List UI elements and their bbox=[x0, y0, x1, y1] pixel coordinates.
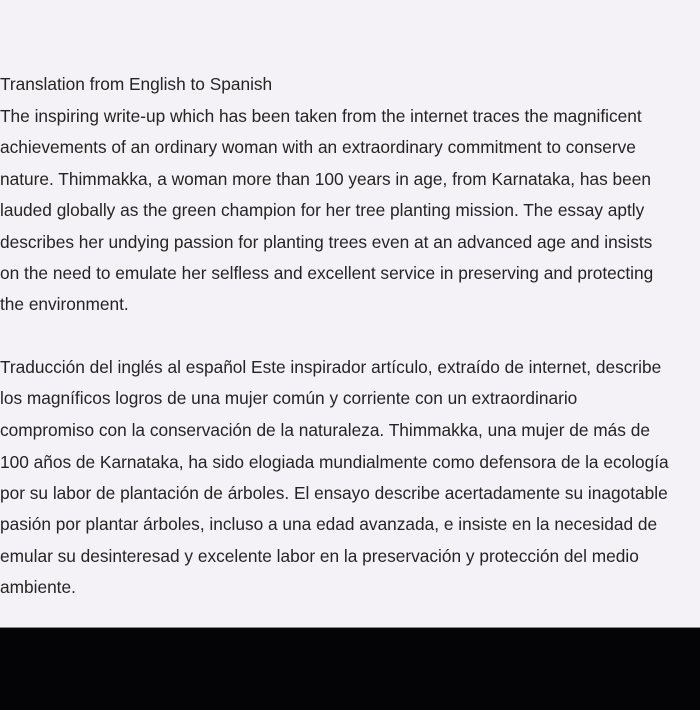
paragraph-line: on the need to emulate her selfless and excellent service in preserving and protecting bbox=[0, 263, 654, 283]
paragraph-line: The inspiring write-up which has been taken from the internet traces the magnificent bbox=[0, 106, 642, 126]
paragraph-line: nature. Thimmakka, a woman more than 100 years in age, from Karnataka, has been bbox=[0, 169, 651, 189]
paragraph-line: achievements of an ordinary woman with an extraordinary commitment to conserve bbox=[0, 137, 636, 157]
paragraph-line: por su labor de plantación de árboles. El ensayo describe acertadamente su inagotable bbox=[0, 483, 668, 503]
paragraph-line: pasión por plantar árboles, incluso a una edad avanzada, e insiste en la necesidad de bbox=[0, 514, 658, 534]
paragraph-line: ambiente. bbox=[0, 577, 76, 597]
paragraph-line: los magníficos logros de una mujer común y corriente con un extraordinario bbox=[0, 388, 578, 408]
paragraph-line: emular su desinteresad y excelente labor en la preservación y protección del medio bbox=[0, 546, 639, 566]
paragraph-line: compromiso con la conservación de la naturaleza. Thimmakka, una mujer de más de bbox=[0, 420, 650, 440]
paragraph-line: the environment. bbox=[0, 294, 129, 314]
paragraph-line: Traducción del inglés al español Este inspirador artículo, extraído de internet, describe bbox=[0, 357, 662, 377]
paragraph-line: describes her undying passion for planting trees even at an advanced age and insists bbox=[0, 232, 653, 252]
paragraph-line: 100 años de Karnataka, ha sido elogiada mundialmente como defensora de la ecología bbox=[0, 452, 669, 472]
document-heading: Translation from English to Spanish bbox=[0, 74, 273, 94]
bottom-black-bar bbox=[0, 628, 700, 710]
paragraph-line: lauded globally as the green champion for her tree planting mission. The essay aptly bbox=[0, 200, 645, 220]
